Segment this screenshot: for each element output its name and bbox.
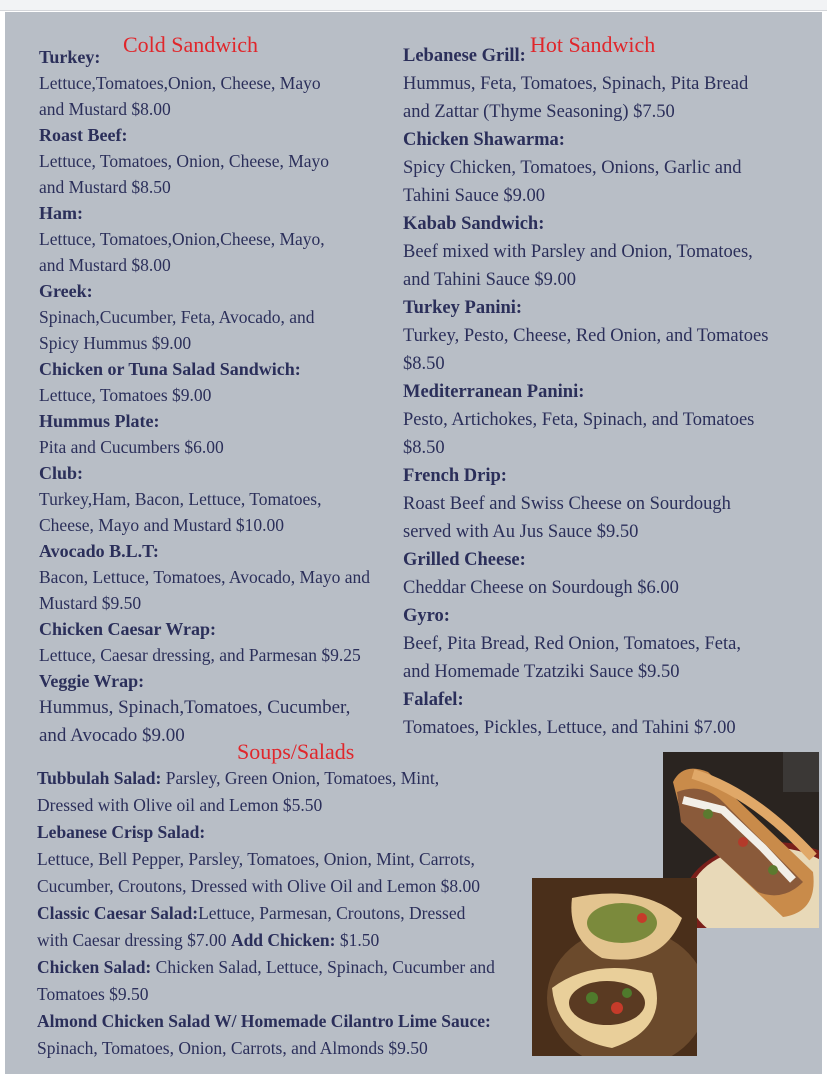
item-name: Club:: [39, 463, 84, 483]
salad-line: Lettuce, Bell Pepper, Parsley, Tomatoes, Onion, Mint, Carrots,: [37, 849, 475, 869]
item-description: Spicy Chicken, Tomatoes, Onions, Garlic and Tahini Sauce $9.00: [403, 158, 742, 206]
item-description: Parsley, Green Onion, Tomatoes, Mint,: [161, 768, 440, 788]
salad-line: [37, 927, 557, 954]
salad-line: [37, 954, 557, 981]
soups-salads-list: [37, 765, 557, 1062]
menu-item: [403, 42, 818, 126]
item-description: Hummus, Spinach,Tomatoes, Cucumber, and Avocado $9.00: [39, 697, 351, 746]
item-name: Ham:: [39, 203, 83, 223]
item-description: Pita and Cucumbers $6.00: [39, 437, 224, 457]
item-description: Lettuce, Caesar dressing, and Parmesan $9.25: [39, 645, 361, 665]
item-name: Hummus Plate:: [39, 411, 160, 431]
item-name: Classic Caesar Salad:: [37, 903, 199, 923]
menu-item: [39, 44, 409, 122]
item-name: Avocado B.L.T:: [39, 541, 159, 561]
item-description: Lettuce, Tomatoes, Onion, Cheese, Mayo and Mustard $8.50: [39, 151, 330, 197]
menu-item: [403, 210, 818, 294]
item-description: Roast Beef and Swiss Cheese on Sourdough served with Au Jus Sauce $9.50: [403, 494, 731, 542]
item-name: Grilled Cheese:: [403, 550, 526, 570]
salad-line: Spinach, Tomatoes, Onion, Carrots, and Almonds $9.50: [37, 1038, 428, 1058]
top-edge: [0, 0, 827, 11]
item-name: Turkey:: [39, 47, 101, 67]
menu-item: [39, 122, 409, 200]
soups-salads-title: Soups/Salads: [237, 739, 355, 764]
menu-item: [39, 200, 409, 278]
cold-sandwich-list: [39, 44, 409, 750]
menu-item: [403, 686, 818, 742]
item-name: Lebanese Grill:: [403, 46, 526, 66]
salad-line: [37, 1008, 557, 1035]
menu-panel: [5, 12, 822, 1074]
item-name: Almond Chicken Salad W/ Homemade Cilantro Lime Sauce:: [37, 1011, 491, 1031]
item-name: Chicken Shawarma:: [403, 130, 565, 150]
item-name: Tubbulah Salad:: [37, 768, 162, 788]
item-name: Greek:: [39, 281, 93, 301]
hot-sandwich-title: Hot Sandwich: [530, 32, 656, 57]
item-name: Roast Beef:: [39, 125, 128, 145]
item-description: Lettuce,Tomatoes,Onion, Cheese, Mayo and Mustard $8.00: [39, 73, 321, 119]
salad-line: [37, 819, 557, 846]
salad-line: [37, 900, 557, 927]
salad-line: [37, 765, 557, 792]
item-description: Turkey, Pesto, Cheese, Red Onion, and Tomatoes $8.50: [403, 326, 769, 374]
item-name: Chicken or Tuna Salad Sandwich:: [39, 359, 301, 379]
item-name: Gyro:: [403, 606, 450, 626]
salad-line: Tomatoes $9.50: [37, 984, 149, 1004]
item-description: Bacon, Lettuce, Tomatoes, Avocado, Mayo and Mustard $9.50: [39, 567, 371, 613]
menu-item: [39, 460, 409, 538]
item-description: Turkey,Ham, Bacon, Lettuce, Tomatoes, Cheese, Mayo and Mustard $10.00: [39, 489, 322, 535]
menu-item: [39, 538, 409, 616]
menu-item: [403, 602, 818, 686]
item-description: Hummus, Feta, Tomatoes, Spinach, Pita Bread and Zattar (Thyme Seasoning) $7.50: [403, 74, 749, 122]
menu-item: [403, 546, 818, 602]
item-name: Lebanese Crisp Salad:: [37, 822, 206, 842]
menu-item: [403, 126, 818, 210]
item-name: Turkey Panini:: [403, 298, 523, 318]
add-on-name: Add Chicken:: [230, 930, 336, 950]
menu-item: [403, 294, 818, 378]
cold-sandwich-title: Cold Sandwich: [123, 32, 259, 57]
item-name: Veggie Wrap:: [39, 671, 145, 691]
menu-item: [39, 408, 409, 460]
item-description: Lettuce, Tomatoes $9.00: [39, 385, 212, 405]
item-description: Lettuce, Tomatoes,Onion,Cheese, Mayo, and Mustard $8.00: [39, 229, 325, 275]
item-description: with Caesar dressing $7.00: [37, 930, 231, 950]
item-description: Beef, Pita Bread, Red Onion, Tomatoes, Feta, and Homemade Tzatziki Sauce $9.50: [403, 634, 741, 682]
item-description: Pesto, Artichokes, Feta, Spinach, and Tomatoes $8.50: [403, 410, 755, 458]
item-name: Mediterranean Panini:: [403, 382, 585, 402]
hot-sandwich-list: [403, 42, 818, 742]
salad-line: Dressed with Olive oil and Lemon $5.50: [37, 795, 323, 815]
menu-item: [39, 668, 409, 750]
item-name: Chicken Salad:: [37, 957, 152, 977]
item-name: French Drip:: [403, 466, 507, 486]
item-description: Lettuce, Parmesan, Croutons, Dressed: [198, 903, 466, 923]
item-name: Falafel:: [403, 690, 464, 710]
item-description: Cheddar Cheese on Sourdough $6.00: [403, 578, 679, 598]
salad-line: Cucumber, Croutons, Dressed with Olive Oil and Lemon $8.00: [37, 876, 481, 896]
menu-item: [39, 356, 409, 408]
item-description: Chicken Salad, Lettuce, Spinach, Cucumber and: [151, 957, 495, 977]
menu-item: [39, 616, 409, 668]
item-name: Kabab Sandwich:: [403, 214, 545, 234]
menu-item: [403, 378, 818, 462]
menu-item: [39, 278, 409, 356]
item-description: Tomatoes, Pickles, Lettuce, and Tahini $7.00: [403, 718, 736, 738]
item-description: Beef mixed with Parsley and Onion, Tomatoes, and Tahini Sauce $9.00: [403, 242, 753, 290]
item-name: Chicken Caesar Wrap:: [39, 619, 217, 639]
menu-item: [403, 462, 818, 546]
item-description: Spinach,Cucumber, Feta, Avocado, and Spicy Hummus $9.00: [39, 307, 315, 353]
add-on-price: $1.50: [335, 930, 380, 950]
